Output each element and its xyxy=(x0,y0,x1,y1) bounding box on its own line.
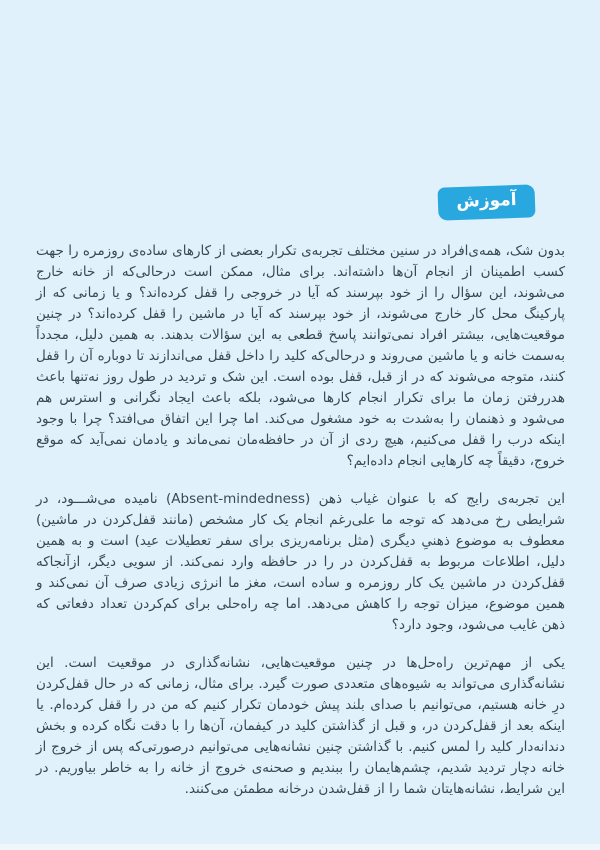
paragraph: بدون شک، همه‌ی‌افراد در سنین مختلف تجربه‌ی تکرار بعضی از کارهای ساده‌ی روزمره را جهت کسب اطمینان از انجام آن‌ها داشته‌اند. برای مثال، ممکن است درحالی‌که از خانه خارج می‌شوند، این سؤال را از خود بپرسند که آیا در خروجی را قفل کرده‌اند؟ و یا زمانی که از پارکینگ محل کار خارج می‌شوند، از خود بپرسند که آیا در ماشین را قفل کرده‌اند؟ در چنین موقعیت‌هایی، بیشتر افراد نمی‌توانند پاسخ قطعی به این سؤالات بدهند. به همین دلیل، مجدداً به‌سمت خانه و یا ماشین می‌روند و درحالی‌که کلید را داخل قفل می‌اندازند تا دوباره آن را قفل کنند، متوجه می‌شوند که در از قبل، قفل بوده است. این شک و تردید در طول روز نه‌تنها باعث هدررفتن زمان ما برای تکرار انجام کارها می‌شود، بلکه باعث ایجاد نگرانی و استرس هم می‌شود و ذهنمان را به‌شدت به خود مشغول می‌کند. اما چرا این اتفاق می‌افتد؟ چرا با وجود اینکه درب را قفل می‌کنیم، هیچ ردی از آن در حافظه‌مان نمی‌ماند و یادمان نمی‌آید که موقع خروج، دقیقاً چه کارهایی انجام داده‌ایم؟ xyxy=(36,243,565,469)
page-bottom-edge xyxy=(0,844,600,850)
section-badge-label: آموزش xyxy=(455,189,517,212)
article-text xyxy=(36,241,565,817)
section-badge xyxy=(437,184,535,220)
paragraph: یکی از مهم‌ترین راه‌حل‌ها در چنین موقعیت‌هایی، نشانه‌گذاری در موقعیت است. این نشانه‌گذاری می‌تواند به شیوه‌های متعددی صورت گیرد. برای مثال، زمانی که در حال قفل‌کردن درِ خانه هستیم، می‌توانیم با صدای بلند پیش خودمان تکرار کنیم که من در را قفل کرده‌ام. یا اینکه بعد از قفل‌کردن در، و قبل از گذاشتن کلید در کیفمان، آن‌ها را با دقت نگاه کرده و بخش دندانه‌دار کلید را لمس کنیم. با گذاشتن چنین نشانه‌هایی می‌توانیم درصورتی‌که پس از خروج از خانه دچار تردید شدیم، چشم‌هایمان را ببندیم و صحنه‌ی خروج از خانه را به خاطر بیاوریم. در این شرایط، نشانه‌هایتان شما را از قفل‌شدن درخانه مطمئن می‌کنند. xyxy=(36,655,565,797)
paragraph: این تجربه‌ی رایج که با عنوان غیاب ذهن (Absent-mindedness) نامیده می‌شـــود، در شرایطی رخ می‌دهد که توجه ما علی‌رغم انجام یک کار مشخص (مانند قفل‌کردن در ماشین) معطوف به موضوع ذهنیِ دیگری (مثل برنامه‌ریزی برای سفر تعطیلات عید) است و به همین دلیل، اطلاعات مربوط به قفل‌کردن در را در حافظه وارد نمی‌کند. از سویی دیگر، ازآنجاکه قفل‌کردن در ماشین یک کار روزمره و ساده است، مغز ما انرژی زیادی صرف آن نمی‌کند و همین موضوع، میزان توجه را کاهش می‌دهد. اما چه راه‌حلی برای کم‌کردن تعداد دفعاتی که ذهن غایب می‌شود، وجود دارد؟ xyxy=(36,491,565,633)
